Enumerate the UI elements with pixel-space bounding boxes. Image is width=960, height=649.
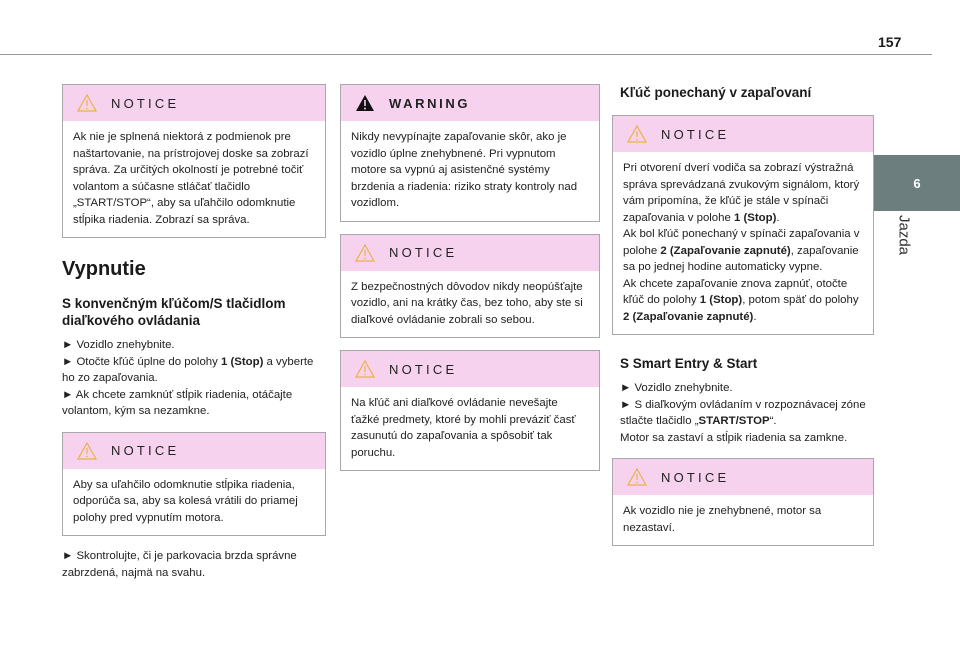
warning-title: WARNING	[389, 95, 471, 111]
warning-triangle-filled-icon	[355, 94, 375, 112]
step-text: Motor sa zastaví a stĺpik riadenia sa zamkne.	[620, 431, 848, 444]
notice-text: Ak nie je splnená niektorá z podmienok pre naštartovanie, na prístrojovej doske sa zobrazí správa. Za určitých okolností je potrebné točiť volantom a súčasne stláčať tlačidlo „START/STOP“, aby sa uľahčilo odomknutie stĺpika riadenia. Zobrazí sa správa.	[73, 131, 309, 226]
notice-text: Ak bol kľúč ponechaný v spínači zapaľovania v polohe 2 (Zapaľovanie zapnuté), zapaľovanie sa po jednej hodine automaticky vypne.	[623, 228, 860, 273]
column-left	[62, 84, 326, 593]
warning-header	[341, 85, 599, 121]
notice-title: NOTICE	[389, 361, 458, 377]
step-bold: START/STOP	[698, 415, 770, 427]
notice-box	[340, 234, 600, 339]
step-text: ► Ak chcete zamknúť stĺpik riadenia, otáčajte volantom, kým sa nezamkne.	[62, 388, 293, 417]
step-text: ► S diaľkovým ovládaním v rozpoznávacej zóne stlačte tlačidlo „	[620, 398, 866, 427]
step-text: ► Vozidlo znehybnite.	[62, 339, 175, 351]
notice-title: NOTICE	[111, 95, 180, 111]
chapter-tab-label: Jazda	[895, 215, 913, 256]
step-bold: 1 (Stop)	[220, 355, 264, 368]
final-step: ► Skontrolujte, či je parkovacia brzda správne zabrzdená, najmä na svahu.	[62, 550, 297, 579]
notice-header	[63, 85, 325, 121]
step-list	[620, 380, 874, 446]
notice-text: Pri otvorení dverí vodiča sa zobrazí výstražná správa sprevádzaná zvukovým signálom, ktorý vám pripomína, že kľúč je stále v spínači zapaľovania v polohe 1 (Stop).	[623, 162, 860, 224]
notice-title: NOTICE	[111, 443, 180, 458]
step-text: ► Vozidlo znehybnite.	[620, 382, 733, 394]
notice-text: Aby sa uľahčilo odomknutie stĺpika riadenia, odporúča sa, aby sa kolesá vrátili do priamej polohy pred vypnutím motora.	[73, 478, 298, 524]
notice-header	[63, 433, 325, 469]
notice-header	[341, 351, 599, 387]
warning-text: Nikdy nevypínajte zapaľovanie skôr, ako je vozidlo úplne znehybnené. Pri vypnutom motore sa vypnú aj asistenčné systémy brzdenia a riadenia: riziko straty kontroly nad vozidlom.	[351, 131, 578, 209]
column-right	[612, 84, 874, 558]
notice-text: Na kľúč ani diaľkové ovládanie nevešajte ťažké predmety, ktoré by mohli preváziť časť zasunutú do zapaľovania a spôsobiť tak poruchu.	[351, 397, 576, 459]
warning-triangle-outline-icon	[627, 125, 647, 143]
step-text: “.	[769, 415, 777, 427]
notice-title: NOTICE	[661, 126, 730, 142]
chapter-tab-number[interactable]: 6	[874, 155, 960, 211]
notice-text: Ak vozidlo nie je znehybnené, motor sa nezastaví.	[623, 505, 822, 534]
header-rule	[0, 54, 932, 55]
subsection-title: S Smart Entry & Start	[620, 356, 758, 371]
notice-text: Z bezpečnostných dôvodov nikdy neopúšťajte vozidlo, ani na krátky čas, bez toho, aby ste si diaľkové ovládanie zobrali so sebou.	[351, 280, 583, 326]
notice-box	[62, 432, 326, 537]
page-number: 157	[878, 34, 902, 50]
warning-box	[340, 84, 600, 222]
notice-header	[613, 116, 873, 152]
notice-box	[612, 115, 874, 335]
notice-box	[62, 84, 326, 238]
section-title: Vypnutie	[62, 258, 146, 280]
warning-triangle-outline-icon	[77, 442, 97, 460]
notice-box	[340, 350, 600, 471]
notice-title: NOTICE	[661, 469, 730, 485]
step-text: a vyberte ho zo zapaľovania.	[62, 355, 314, 384]
subsection-title: Kľúč ponechaný v zapaľovaní	[620, 85, 812, 100]
step-text: ► Otočte kľúč úplne do polohy	[62, 355, 221, 368]
notice-text: Ak chcete zapaľovanie znova zapnúť, otočte kľúč do polohy 1 (Stop), potom späť do polohy 2 (Zapaľovanie zapnuté).	[623, 277, 859, 323]
step-list	[62, 337, 326, 420]
column-middle	[340, 84, 600, 483]
warning-triangle-outline-icon	[627, 468, 647, 486]
warning-triangle-outline-icon	[355, 244, 375, 262]
notice-box	[612, 458, 874, 546]
subsection-title: S konvenčným kľúčom/S tlačidlom diaľkového ovládania	[62, 296, 286, 328]
warning-triangle-outline-icon	[355, 360, 375, 378]
warning-triangle-outline-icon	[77, 94, 97, 112]
notice-header	[613, 459, 873, 495]
notice-title: NOTICE	[389, 245, 458, 260]
notice-header	[341, 235, 599, 271]
